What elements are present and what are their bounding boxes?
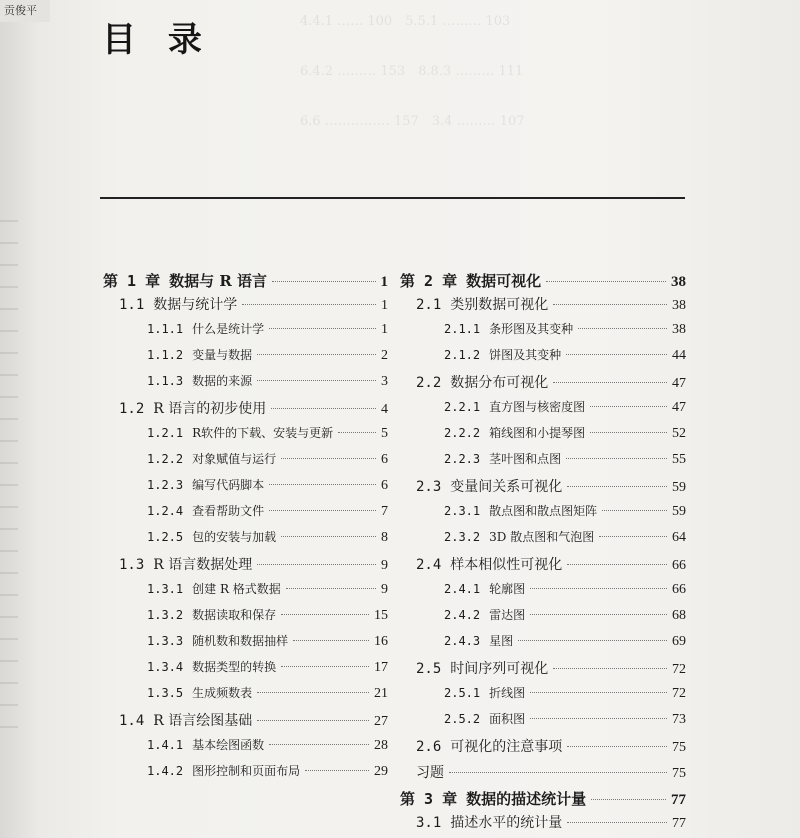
toc-page-number: 38 (672, 322, 686, 337)
toc-entry-label (147, 502, 264, 519)
toc-entry-label (416, 554, 562, 574)
toc-subsection-entry (103, 346, 388, 372)
bleed-through-text: 6.4.2 ……… 153 8.8.3 ……… 111 (300, 64, 524, 79)
toc-entry-title: 图形控制和页面布局 (192, 764, 301, 778)
toc-entry-title: 描述水平的统计量 (450, 815, 563, 831)
toc-entry-title: R 语言的初步使用 (153, 401, 267, 417)
toc-entry-number: 2.2 (416, 375, 442, 391)
toc-entry-label (444, 320, 573, 337)
toc-subsection-entry (103, 658, 388, 684)
bleed-through-text: 4.4.1 …… 100 5.5.1 ……… 103 (300, 14, 511, 29)
toc-entry-title: 生成频数表 (192, 686, 253, 700)
toc-chapter-entry (400, 788, 686, 812)
toc-entry-label (416, 762, 444, 782)
toc-entry-title: 数据与统计学 (153, 297, 238, 313)
toc-entry-number: 1.2.5 (147, 530, 184, 544)
toc-page-number: 28 (374, 738, 388, 753)
toc-entry-title: 轮廓图 (489, 582, 526, 596)
toc-entry-title: 习题 (416, 765, 444, 781)
toc-entry-number: 2.1 (416, 297, 442, 313)
toc-subsection-entry (400, 450, 686, 476)
toc-entry-number: 1.3.4 (147, 660, 184, 674)
toc-entry-label (103, 270, 267, 291)
toc-entry-title: 散点图和散点图矩阵 (489, 504, 598, 518)
toc-chapter-entry (103, 270, 388, 294)
toc-entry-number: 2.5.1 (444, 686, 481, 700)
toc-page-number: 47 (672, 400, 686, 415)
dot-leader (257, 354, 376, 355)
toc-entry-label (416, 736, 562, 756)
toc-page-number: 3 (381, 374, 388, 389)
toc-page-number: 52 (672, 426, 686, 441)
toc-subsection-entry (103, 736, 388, 762)
toc-entry-label (147, 424, 333, 441)
toc-page-number: 73 (672, 712, 686, 727)
toc-page-number: 4 (381, 402, 388, 417)
toc-page-number: 6 (381, 452, 388, 467)
toc-subsection-entry (103, 606, 388, 632)
toc-entry-label (147, 684, 252, 701)
dot-leader (257, 720, 369, 721)
toc-entry-title: 包的安装与加载 (192, 530, 277, 544)
toc-page-number: 75 (672, 766, 686, 781)
toc-entry-title: 数据分布可视化 (450, 375, 549, 391)
toc-page-number: 77 (671, 792, 686, 808)
toc-entry-number: 2.2.1 (444, 400, 481, 414)
page-edge-shadow (0, 220, 18, 740)
toc-page-number: 59 (672, 480, 686, 495)
dot-leader (271, 408, 376, 409)
toc-entry-title: 雷达图 (489, 608, 526, 622)
toc-subsection-entry (400, 528, 686, 554)
toc-subsection-entry (400, 320, 686, 346)
toc-page-number: 15 (374, 608, 388, 623)
toc-entry-label (444, 580, 525, 597)
toc-entry-number: 1.2.4 (147, 504, 184, 518)
dot-leader (590, 432, 667, 433)
dot-leader (269, 744, 369, 745)
toc-entry-label (444, 398, 585, 415)
toc-entry-label (444, 502, 597, 519)
toc-entry-number: 1.1 (119, 297, 145, 313)
toc-entry-title: 对象赋值与运行 (192, 452, 277, 466)
dot-leader (567, 822, 667, 823)
toc-entry-title: R 语言绘图基础 (153, 713, 253, 729)
toc-entry-label (147, 476, 264, 493)
bleed-through-text: 6.6 …………… 157 3.4 ……… 107 (300, 114, 525, 129)
dot-leader (553, 304, 667, 305)
toc-page-number: 17 (374, 660, 388, 675)
dot-leader (242, 304, 376, 305)
toc-entry-number: 1.2.2 (147, 452, 184, 466)
toc-entry-number: 1.2.1 (147, 426, 184, 440)
toc-subsection-entry (103, 762, 388, 788)
toc-entry-number: 2.4 (416, 557, 442, 573)
dot-leader (281, 614, 369, 615)
dot-leader (281, 666, 369, 667)
toc-entry-number: 第 3 章 (400, 790, 458, 808)
toc-page-number: 1 (381, 298, 388, 313)
toc-entry-title: 折线图 (489, 686, 526, 700)
toc-subsection-entry (103, 684, 388, 710)
toc-chapter-entry (400, 270, 686, 294)
toc-entry-number: 3.1 (416, 815, 442, 831)
toc-entry-number: 1.1.3 (147, 374, 184, 388)
dot-leader (281, 536, 376, 537)
toc-entry-title: 时间序列可视化 (450, 661, 549, 677)
toc-entry-number: 2.3 (416, 479, 442, 495)
toc-entry-number: 2.4.1 (444, 582, 481, 596)
toc-section-entry (400, 762, 686, 788)
toc-entry-label (400, 270, 541, 291)
toc-subsection-entry (103, 424, 388, 450)
toc-entry-number: 第 1 章 (103, 272, 161, 290)
toc-page-number: 55 (672, 452, 686, 467)
toc-section-entry (103, 554, 388, 580)
toc-entry-title: 面积图 (489, 712, 526, 726)
toc-entry-label (444, 424, 585, 441)
dot-leader (578, 328, 667, 329)
toc-entry-label (147, 632, 288, 649)
toc-entry-label (119, 294, 237, 314)
toc-section-entry (400, 372, 686, 398)
toc-page-number: 2 (381, 348, 388, 363)
toc-entry-label (416, 476, 562, 496)
dot-leader (567, 746, 667, 747)
toc-entry-number: 1.4.2 (147, 764, 184, 778)
toc-entry-number: 2.5 (416, 661, 442, 677)
toc-entry-label (147, 762, 300, 779)
toc-entry-number: 1.3.5 (147, 686, 184, 700)
toc-entry-number: 1.3.1 (147, 582, 184, 596)
toc-entry-label (147, 736, 264, 753)
toc-entry-title: 创建 R 格式数据 (192, 582, 281, 596)
toc-subsection-entry (400, 346, 686, 372)
toc-page-number: 44 (672, 348, 686, 363)
toc-entry-label (119, 710, 252, 730)
toc-entry-number: 2.6 (416, 739, 442, 755)
toc-left-column (103, 270, 388, 788)
toc-page-number: 77 (672, 816, 686, 831)
dot-leader (269, 484, 376, 485)
toc-entry-title: 编写代码脚本 (192, 478, 265, 492)
toc-entry-number: 第 2 章 (400, 272, 458, 290)
toc-page-number: 7 (381, 504, 388, 519)
toc-subsection-entry (103, 632, 388, 658)
dot-leader (449, 772, 667, 773)
dot-leader (553, 668, 667, 669)
toc-entry-number: 2.2.3 (444, 452, 481, 466)
toc-entry-number: 2.1.1 (444, 322, 481, 336)
toc-entry-title: 查看帮助文件 (192, 504, 265, 518)
toc-entry-label (400, 788, 586, 809)
page-title: 目 录 (102, 20, 212, 60)
dot-leader (305, 770, 369, 771)
toc-subsection-entry (103, 476, 388, 502)
toc-entry-title: 箱线图和小提琴图 (489, 426, 586, 440)
toc-entry-label (444, 684, 525, 701)
toc-entry-label (416, 658, 548, 678)
toc-entry-title: 数据类型的转换 (192, 660, 277, 674)
toc-section-entry (400, 658, 686, 684)
dot-leader (599, 536, 667, 537)
toc-entry-title: 饼图及其变种 (489, 348, 562, 362)
toc-page-number: 6 (381, 478, 388, 493)
toc-entry-label (147, 450, 276, 467)
toc-entry-number: 1.1.2 (147, 348, 184, 362)
toc-entry-label (147, 320, 264, 337)
toc-subsection-entry (103, 502, 388, 528)
toc-entry-title: 数据与 R 语言 (169, 272, 268, 290)
toc-subsection-entry (400, 710, 686, 736)
dot-leader (281, 458, 376, 459)
toc-entry-number: 2.2.2 (444, 426, 481, 440)
toc-right-column (400, 270, 686, 838)
toc-entry-number: 1.4.1 (147, 738, 184, 752)
toc-subsection-entry (400, 502, 686, 528)
toc-entry-title: 类别数据可视化 (450, 297, 549, 313)
toc-page-number: 66 (672, 582, 686, 597)
toc-entry-label (147, 372, 252, 389)
toc-entry-title: 可视化的注意事项 (450, 739, 563, 755)
dot-leader (566, 458, 667, 459)
toc-page-number: 27 (374, 714, 388, 729)
toc-entry-label (444, 528, 594, 545)
toc-page-number: 59 (672, 504, 686, 519)
toc-entry-label (444, 346, 561, 363)
dot-leader (590, 406, 667, 407)
toc-entry-label (416, 294, 548, 314)
toc-entry-number: 1.2.3 (147, 478, 184, 492)
toc-entry-title: 3D 散点图和气泡图 (489, 530, 595, 544)
toc-entry-number: 1.1.1 (147, 322, 184, 336)
toc-entry-title: 样本相似性可视化 (450, 557, 563, 573)
toc-section-entry (400, 294, 686, 320)
toc-subsection-entry (103, 450, 388, 476)
dot-leader (567, 486, 667, 487)
toc-page-number: 21 (374, 686, 388, 701)
toc-page-number: 38 (671, 274, 686, 290)
dot-leader (293, 640, 369, 641)
toc-entry-number: 1.2 (119, 401, 145, 417)
toc-entry-label (444, 710, 525, 727)
toc-page-number: 29 (374, 764, 388, 779)
toc-entry-label (444, 606, 525, 623)
dot-leader (269, 328, 376, 329)
toc-entry-title: R 语言数据处理 (153, 557, 253, 573)
dot-leader (530, 718, 667, 719)
toc-entry-number: 1.3 (119, 557, 145, 573)
toc-subsection-entry (400, 684, 686, 710)
corner-tag: 贡俊平 (0, 0, 50, 22)
toc-page-number: 5 (381, 426, 388, 441)
toc-entry-label (444, 450, 561, 467)
toc-section-entry (400, 476, 686, 502)
toc-entry-number: 2.3.1 (444, 504, 481, 518)
dot-leader (272, 281, 375, 282)
toc-subsection-entry (400, 606, 686, 632)
toc-entry-label (444, 632, 513, 649)
dot-leader (257, 380, 376, 381)
toc-page-number: 72 (672, 686, 686, 701)
toc-entry-label (119, 554, 252, 574)
dot-leader (530, 614, 667, 615)
toc-page-number: 38 (672, 298, 686, 313)
toc-entry-title: 直方图与核密度图 (489, 400, 586, 414)
toc-entry-title: R软件的下载、安装与更新 (192, 426, 334, 440)
dot-leader (257, 692, 369, 693)
toc-entry-label (147, 346, 252, 363)
dot-leader (257, 564, 376, 565)
toc-entry-title: 数据的描述统计量 (466, 790, 587, 808)
toc-entry-number: 2.5.2 (444, 712, 481, 726)
toc-entry-title: 星图 (489, 634, 514, 648)
toc-entry-number: 2.4.3 (444, 634, 481, 648)
dot-leader (286, 588, 376, 589)
toc-entry-number: 1.3.3 (147, 634, 184, 648)
toc-entry-label (147, 606, 276, 623)
toc-entry-number: 2.3.2 (444, 530, 481, 544)
toc-entry-label (416, 812, 562, 832)
toc-subsection-entry (400, 632, 686, 658)
toc-page-number: 64 (672, 530, 686, 545)
toc-entry-label (147, 658, 276, 675)
toc-page-number: 72 (672, 662, 686, 677)
toc-entry-title: 基本绘图函数 (192, 738, 265, 752)
dot-leader (566, 354, 667, 355)
toc-entry-title: 变量与数据 (192, 348, 253, 362)
toc-page-number: 9 (381, 558, 388, 573)
toc-section-entry (103, 294, 388, 320)
toc-entry-title: 数据读取和保存 (192, 608, 277, 622)
toc-entry-label (119, 398, 266, 418)
toc-page-number: 47 (672, 376, 686, 391)
toc-section-entry (400, 736, 686, 762)
toc-page-number: 8 (381, 530, 388, 545)
toc-entry-title: 条形图及其变种 (489, 322, 574, 336)
toc-entry-title: 数据可视化 (466, 272, 542, 290)
dot-leader (546, 281, 666, 282)
toc-subsection-entry (103, 580, 388, 606)
toc-section-entry (400, 554, 686, 580)
dot-leader (518, 640, 667, 641)
toc-entry-number: 1.3.2 (147, 608, 184, 622)
toc-section-entry (103, 710, 388, 736)
title-rule (100, 197, 685, 199)
toc-entry-title: 茎叶图和点图 (489, 452, 562, 466)
dot-leader (602, 510, 667, 511)
toc-subsection-entry (103, 320, 388, 346)
dot-leader (338, 432, 376, 433)
toc-page-number: 75 (672, 740, 686, 755)
toc-entry-title: 数据的来源 (192, 374, 253, 388)
toc-subsection-entry (400, 580, 686, 606)
toc-subsection-entry (103, 528, 388, 554)
toc-page-number: 69 (672, 634, 686, 649)
dot-leader (269, 510, 376, 511)
toc-entry-title: 随机数和数据抽样 (192, 634, 289, 648)
toc-entry-number: 2.4.2 (444, 608, 481, 622)
toc-section-entry (400, 812, 686, 838)
dot-leader (553, 382, 667, 383)
dot-leader (567, 564, 667, 565)
toc-page-number: 1 (380, 274, 388, 290)
toc-entry-title: 什么是统计学 (192, 322, 265, 336)
toc-subsection-entry (400, 424, 686, 450)
toc-entry-number: 1.4 (119, 713, 145, 729)
toc-page-number: 16 (374, 634, 388, 649)
toc-page-number: 9 (381, 582, 388, 597)
toc-page-number: 66 (672, 558, 686, 573)
toc-page-number: 68 (672, 608, 686, 623)
toc-entry-number: 2.1.2 (444, 348, 481, 362)
toc-subsection-entry (400, 398, 686, 424)
toc-entry-title: 变量间关系可视化 (450, 479, 563, 495)
dot-leader (530, 692, 667, 693)
toc-section-entry (103, 398, 388, 424)
dot-leader (530, 588, 667, 589)
toc-entry-label (416, 372, 548, 392)
toc-entry-label (147, 528, 276, 545)
toc-page-number: 1 (381, 322, 388, 337)
toc-entry-label (147, 580, 281, 597)
toc-subsection-entry (103, 372, 388, 398)
